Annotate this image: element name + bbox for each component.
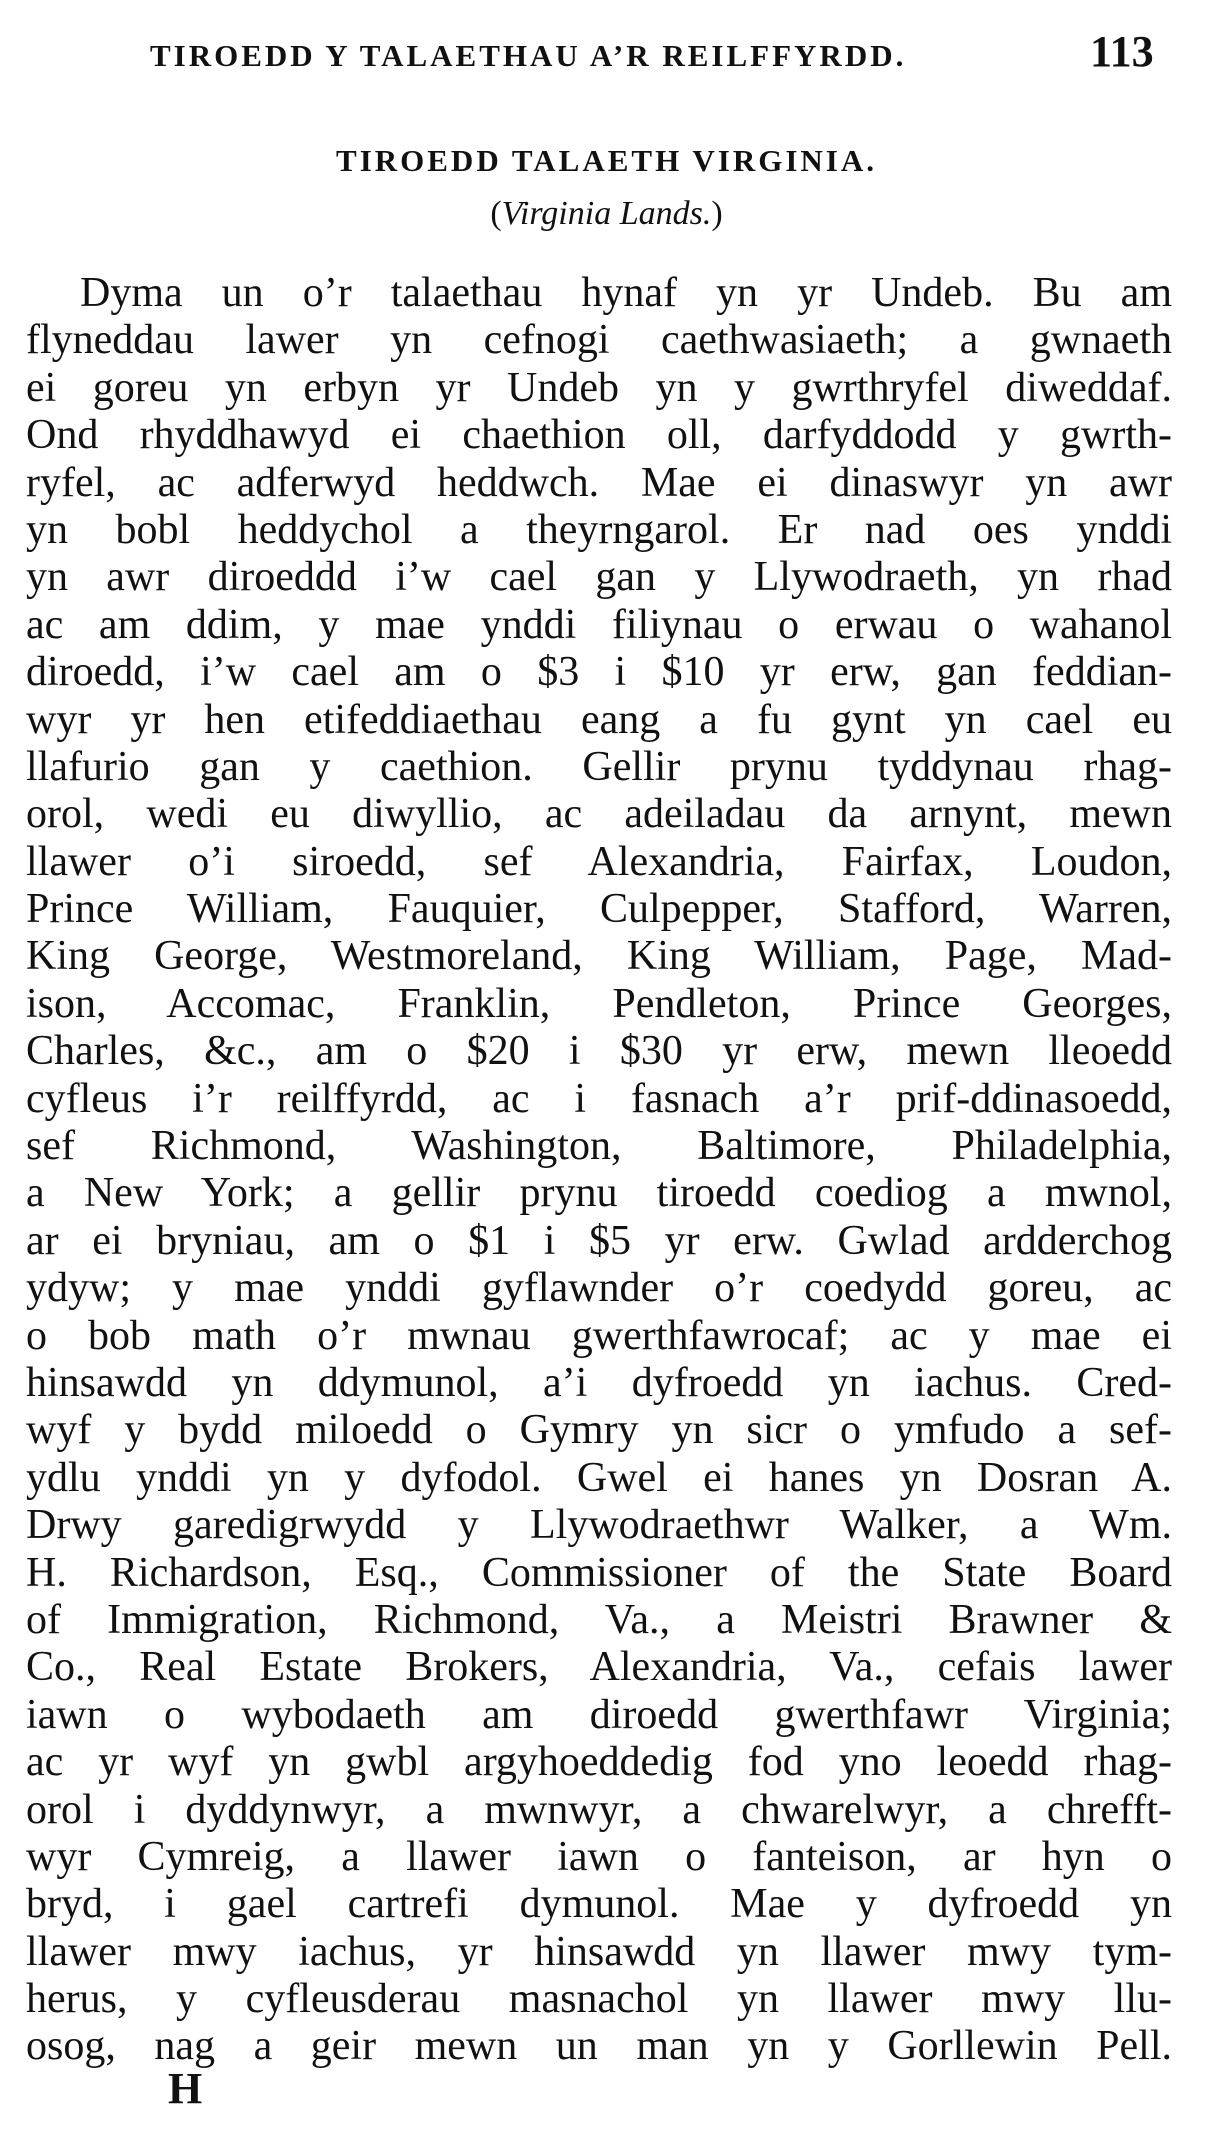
body-line: ydlu ynddi yn y dyfodol. Gwel ei hanes yn Dosran A. [26, 1454, 1172, 1501]
body-line: llawer o’i siroedd, sef Alexandria, Fairfax, Loudon, [26, 838, 1172, 885]
subtitle-close-paren: ) [711, 195, 723, 232]
body-line: H. Richardson, Esq., Commissioner of the State Board [26, 1549, 1172, 1596]
body-line: osog, nag a geir mewn un man yn y Gorllewin Pell. [26, 2023, 1172, 2070]
body-line: ryfel, ac adferwyd heddwch. Mae ei dinaswyr yn awr [26, 459, 1172, 506]
body-line: diroedd, i’w cael am o $3 i $10 yr erw, gan feddian- [26, 649, 1172, 696]
body-line: cyfleus i’r reilffyrdd, ac i fasnach a’r prif-ddinasoedd, [26, 1075, 1172, 1122]
body-line: llafurio gan y caethion. Gellir prynu tyddynau rhag- [26, 743, 1172, 790]
body-line: Ond rhyddhawyd ei chaethion oll, darfyddodd y gwrth- [26, 412, 1172, 459]
section-title: TIROEDD TALAETH VIRGINIA. [336, 143, 877, 178]
body-line: Dyma un o’r talaethau hynaf yn yr Undeb. Bu am [80, 270, 1172, 316]
running-head: TIROEDD Y TALAETHAU A’R REILFFYRDD. [150, 38, 907, 73]
body-line: llawer mwy iachus, yr hinsawdd yn llawer mwy tym- [26, 1928, 1172, 1975]
body-line: Prince William, Fauquier, Culpepper, Stafford, Warren, [26, 886, 1172, 933]
body-line: iawn o wybodaeth am diroedd gwerthfawr Virginia; [26, 1691, 1172, 1738]
body-line: o bob math o’r mwnau gwerthfawrocaf; ac y mae ei [26, 1312, 1172, 1359]
body-line: a New York; a gellir prynu tiroedd coediog a mwnol, [26, 1170, 1172, 1217]
subtitle-italic: Virginia Lands. [501, 195, 712, 232]
body-line: sef Richmond, Washington, Baltimore, Philadelphia, [26, 1123, 1172, 1170]
body-line: ison, Accomac, Franklin, Pendleton, Prince Georges, [26, 980, 1172, 1027]
body-line: orol, wedi eu diwyllio, ac adeiladau da arnynt, mewn [26, 791, 1172, 838]
body-line: yn awr diroeddd i’w cael gan y Llywodraeth, yn rhad [26, 554, 1172, 601]
body-line: herus, y cyfleusderau masnachol yn llawer mwy llu- [26, 1976, 1172, 2023]
body-paragraph [26, 270, 1172, 2071]
body-line: flyneddau lawer yn cefnogi caethwasiaeth; a gwnaeth [26, 317, 1172, 364]
body-line: ydyw; y mae ynddi gyflawnder o’r coedydd goreu, ac [26, 1265, 1172, 1312]
body-line: Drwy garedigrwydd y Llywodraethwr Walker, a Wm. [26, 1502, 1172, 1549]
subtitle-open-paren: ( [490, 195, 502, 232]
body-line: Charles, &c., am o $20 i $30 yr erw, mewn lleoedd [26, 1028, 1172, 1075]
body-line: Co., Real Estate Brokers, Alexandria, Va., cefais lawer [26, 1644, 1172, 1691]
body-line: ac yr wyf yn gwbl argyhoeddedig fod yno leoedd rhag- [26, 1739, 1172, 1786]
body-line: King George, Westmoreland, King William, Page, Mad- [26, 933, 1172, 980]
body-line: ar ei bryniau, am o $1 i $5 yr erw. Gwlad ardderchog [26, 1217, 1172, 1264]
body-line: wyr Cymreig, a llawer iawn o fanteison, ar hyn o [26, 1833, 1172, 1880]
body-line: of Immigration, Richmond, Va., a Meistri Brawner & [26, 1596, 1172, 1643]
page-number: 113 [1090, 27, 1154, 76]
body-line: hinsawdd yn ddymunol, a’i dyfroedd yn iachus. Cred- [26, 1359, 1172, 1406]
body-line: bryd, i gael cartrefi dymunol. Mae y dyfroedd yn [26, 1881, 1172, 1928]
body-line: ei goreu yn erbyn yr Undeb yn y gwrthryfel diweddaf. [26, 364, 1172, 411]
body-line: orol i dyddynwyr, a mwnwyr, a chwarelwyr, a chrefft- [26, 1786, 1172, 1833]
signature-mark: H [168, 2064, 203, 2113]
body-line: wyr yr hen etifeddiaethau eang a fu gynt yn cael eu [26, 696, 1172, 743]
body-line: wyf y bydd miloedd o Gymry yn sicr o ymfudo a sef- [26, 1407, 1172, 1454]
body-line: yn bobl heddychol a theyrngarol. Er nad oes ynddi [26, 506, 1172, 553]
section-subtitle [0, 195, 1213, 233]
body-line: ac am ddim, y mae ynddi filiynau o erwau o wahanol [26, 601, 1172, 648]
